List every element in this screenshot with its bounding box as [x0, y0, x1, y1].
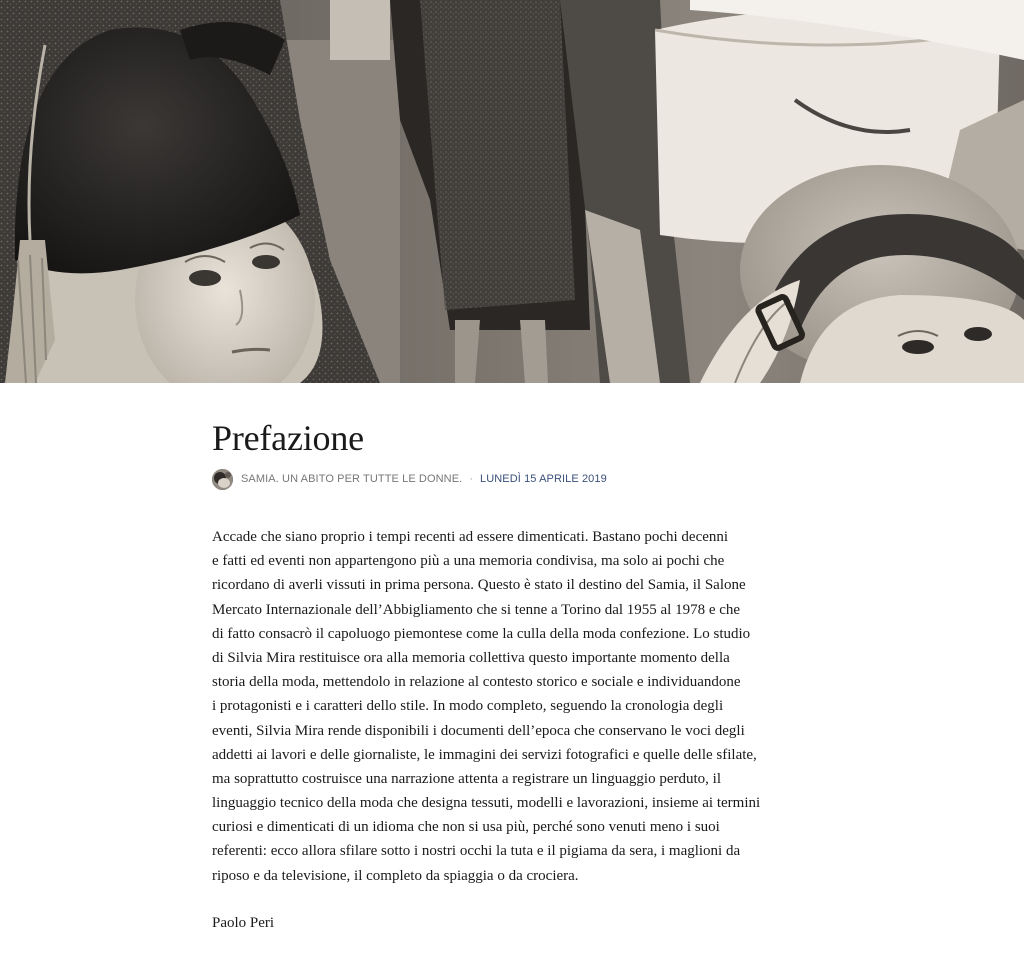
avatar-image-icon	[212, 469, 233, 490]
hero-photo-illustration	[0, 0, 1024, 383]
body-line: di Silvia Mira restituisce ora alla memoria collettiva questo importante momento della	[212, 649, 730, 666]
body-line: eventi, Silvia Mira rende disponibili i documenti dell’epoca che conservano le voci degli	[212, 722, 745, 739]
body-line: Mercato Internazionale dell’Abbigliamento che si tenne a Torino dal 1955 al 1978 e che	[212, 601, 741, 618]
author-signature: Paolo Peri	[212, 915, 275, 931]
page-title: Prefazione	[212, 418, 364, 458]
meta-separator: ·	[469, 473, 473, 485]
body-line: i protagonisti e i caratteri dello stile. In modo completo, seguendo la cronologia degli	[212, 698, 724, 715]
body-line: riposo e da televisione, il completo da spiaggia o da crociera.	[212, 867, 579, 884]
hero-image	[0, 0, 1024, 383]
body-line: storia della moda, mettendolo in relazione al contesto storico e sociale e individuandone	[212, 674, 741, 691]
article-body	[212, 525, 812, 888]
body-line: di fatto consacrò il capoluogo piemontese come la culla della moda confezione. Lo studio	[212, 625, 751, 642]
article-meta	[212, 468, 607, 490]
publish-date-link[interactable]: LUNEDÌ 15 APRILE 2019	[479, 473, 607, 485]
body-line: Accade che siano proprio i tempi recenti ad essere dimenticati. Bastano pochi decenni	[212, 529, 729, 545]
body-line: referenti: ecco allora sfilare sotto i nostri occhi la tuta e il pigiama da sera, i maglioni da	[212, 843, 741, 860]
body-line: addetti ai lavori e delle giornaliste, le immagini dei servizi fotografici e quelle delle sfilate,	[212, 746, 757, 763]
author-avatar[interactable]	[212, 469, 233, 490]
body-line: ma soprattutto costruisce una narrazione attenta a registrare un linguaggio perduto, il	[212, 770, 721, 787]
body-line: curiosi e dimenticati di un idioma che non si usa più, perché sono venuti meno i suoi	[212, 819, 720, 836]
publication-link[interactable]: SAMIA. UN ABITO PER TUTTE LE DONNE.	[241, 473, 463, 485]
body-line: e fatti ed eventi non appartengono più a una memoria condivisa, ma solo ai pochi che	[212, 553, 725, 570]
body-line: ricordano di averli vissuti in prima persona. Questo è stato il destino del Samia, il Salone	[212, 577, 746, 594]
body-line: linguaggio tecnico della moda che designa tessuti, modelli e lavorazioni, insieme ai termini	[212, 795, 761, 812]
